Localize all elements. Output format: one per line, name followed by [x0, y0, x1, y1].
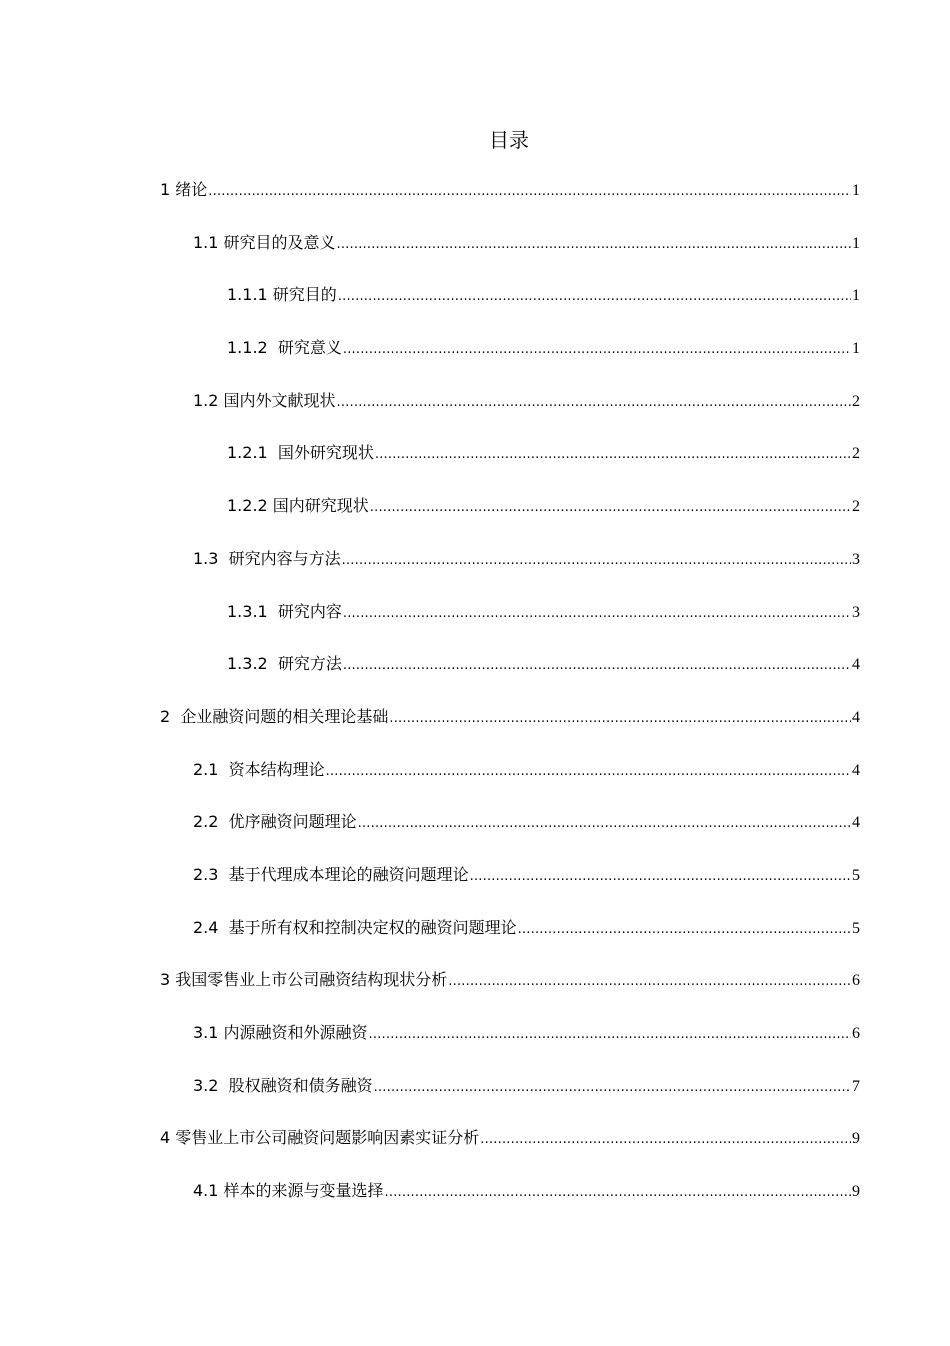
toc-entry[interactable] [160, 756, 860, 809]
toc-dot-leader [385, 1179, 851, 1207]
toc-entry[interactable] [160, 1019, 860, 1072]
toc-entry-label: 1.3.1 研究内容 [227, 601, 342, 621]
toc-dot-leader [343, 652, 851, 680]
toc-dot-leader [342, 547, 851, 575]
toc-entry[interactable] [160, 650, 860, 703]
toc-entry-label: 1.1 研究目的及意义 [193, 232, 336, 252]
toc-entry-label: 3 我国零售业上市公司融资结构现状分析 [160, 970, 448, 990]
toc-entry[interactable] [160, 966, 860, 1019]
toc-dot-leader [337, 231, 851, 259]
toc-entry[interactable] [160, 1072, 860, 1125]
toc-entry-page: 2 [852, 498, 860, 516]
toc-entry[interactable] [160, 176, 860, 229]
toc-entry[interactable] [160, 598, 860, 651]
toc-entry-label: 2 企业融资问题的相关理论基础 [160, 706, 389, 726]
toc-entry-page: 7 [852, 1077, 860, 1095]
toc-entry[interactable] [160, 1177, 860, 1230]
toc-list [160, 176, 860, 1230]
toc-entry-label: 1.2.1 国外研究现状 [227, 443, 374, 463]
toc-entry[interactable] [160, 229, 860, 282]
toc-title: 目录 [489, 128, 529, 152]
toc-entry[interactable] [160, 334, 860, 387]
toc-entry-page: 6 [852, 972, 860, 990]
toc-entry-page: 1 [852, 182, 860, 199]
toc-entry-page: 1 [852, 287, 860, 305]
toc-dot-leader [448, 968, 851, 996]
toc-dot-leader [389, 705, 851, 733]
toc-entry-page: 1 [852, 234, 860, 252]
toc-entry[interactable] [160, 1124, 860, 1177]
toc-entry-label: 2.2 优序融资问题理论 [193, 812, 357, 832]
toc-entry-page: 5 [852, 866, 860, 884]
toc-dot-leader [358, 810, 851, 838]
toc-entry-label: 1.2 国内外文献现状 [193, 390, 336, 410]
toc-entry-page: 4 [852, 814, 860, 832]
toc-entry[interactable] [160, 545, 860, 598]
toc-entry[interactable] [160, 439, 860, 492]
toc-entry-label: 4 零售业上市公司融资问题影响因素实证分析 [160, 1128, 480, 1148]
toc-entry-page: 1 [852, 340, 860, 358]
toc-entry-page: 9 [852, 1183, 860, 1201]
toc-entry-label: 1.2.2 国内研究现状 [227, 496, 369, 516]
toc-entry[interactable] [160, 492, 860, 545]
toc-entry[interactable] [160, 281, 860, 334]
toc-entry-page: 2 [852, 392, 860, 410]
toc-entry-page: 4 [852, 656, 860, 674]
toc-entry[interactable] [160, 387, 860, 440]
toc-entry-page: 3 [852, 603, 860, 621]
toc-dot-leader [480, 1126, 851, 1154]
toc-entry-page: 4 [852, 761, 860, 779]
toc-dot-leader [337, 389, 851, 417]
toc-entry-label: 1.3.2 研究方法 [227, 654, 342, 674]
toc-dot-leader [470, 863, 851, 891]
toc-dot-leader [375, 441, 851, 469]
toc-entry-label: 2.3 基于代理成本理论的融资问题理论 [193, 864, 469, 884]
toc-entry-page: 3 [852, 550, 860, 568]
toc-entry[interactable] [160, 808, 860, 861]
toc-entry-label: 2.4 基于所有权和控制决定权的融资问题理论 [193, 917, 517, 937]
toc-entry-label: 1.3 研究内容与方法 [193, 548, 341, 568]
toc-dot-leader [208, 178, 851, 206]
toc-entry-page: 9 [852, 1130, 860, 1148]
toc-dot-leader [369, 1021, 851, 1049]
toc-entry-page: 6 [852, 1025, 860, 1042]
toc-entry-label: 2.1 资本结构理论 [193, 759, 325, 779]
toc-entry-label: 3.2 股权融资和债务融资 [193, 1075, 373, 1095]
toc-entry[interactable] [160, 914, 860, 967]
toc-entry-page: 4 [852, 708, 860, 726]
toc-entry-label: 1.1.2 研究意义 [227, 338, 342, 358]
toc-dot-leader [326, 758, 851, 786]
toc-entry-page: 2 [852, 445, 860, 463]
toc-entry-label: 1 绪论 [160, 180, 208, 199]
toc-dot-leader [338, 283, 851, 311]
toc-dot-leader [343, 600, 851, 628]
toc-entry[interactable] [160, 703, 860, 756]
toc-entry-label: 4.1 样本的来源与变量选择 [193, 1181, 384, 1201]
toc-dot-leader [518, 916, 851, 944]
toc-entry-page: 5 [852, 919, 860, 937]
toc-dot-leader [370, 494, 851, 522]
toc-entry-label: 3.1 内源融资和外源融资 [193, 1023, 368, 1042]
toc-dot-leader [374, 1074, 851, 1102]
toc-entry-label: 1.1.1 研究目的 [227, 285, 337, 305]
toc-entry[interactable] [160, 861, 860, 914]
toc-dot-leader [343, 336, 851, 364]
